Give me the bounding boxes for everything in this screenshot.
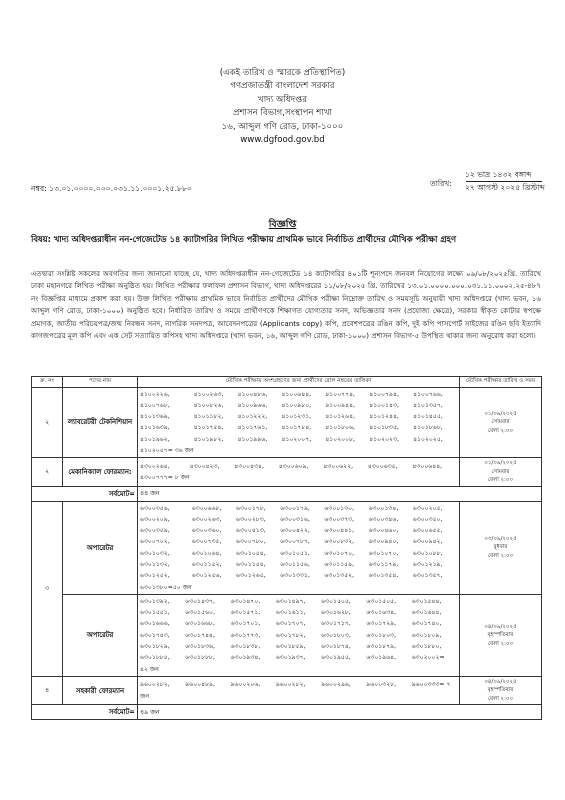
header-line-website[interactable]: www.dgfood.gov.bd — [240, 135, 325, 146]
roll-number: ৬৩০০৩৬০, — [191, 527, 222, 535]
roll-number: ৪১০০৭৬৮, — [140, 401, 170, 409]
notice-body: এতদ্বারা সংশ্লিষ্ট সকলের অবগতির জন্য জানানো যাচ্ছে যে, খাদ্য অধিদপ্তরাধীন নন-গেজেটেড ১৪ ক্যাটাগরির ৪০১টি শূন্যপদে জনবল নিয়োগের লক্ষ্যে ০৯/০৮/২০২৫খ্রি. তারিখে ঢাকা মহানগরে লিখিত পরীক্ষা অনুষ্ঠিত হয়। লিখিত পরীক্ষার ফলাফল প্রশাসন বিভাগ, খাদ্য অধিদপ্তরের ১১/০৮/২০২৫ খ্রি. তারিখের ১৩.০১.০০০০.০০০.০৩১.১১.০০০২.২৫-৪৮৭ নং বিজ্ঞপ্তির মাধ্যমে প্রকাশ করা হয়। উক্ত লিখিত পরীক্ষায় প্রাথমিক ভাবে নির্বাচিত প্রার্থীদের মৌখিক পরীক্ষা নিম্নোক্ত তারিখ ও সময়সূচি অনুযায়ী খাদ্য অধিদপ্তরে (খাদ্য ভবন, ১৬ আব্দুল গণি রোড, ঢাকা-১০০০) অনুষ্ঠিত হবে। নির্ধারিত তারিখ ও সময়ে প্রার্থীগণকে শিক্ষাগত যোগ্যতার সনদ, অভিজ্ঞতার সনদ (প্রযোজ্য ক্ষেত্রে), সরকার স্বীকৃত কোটার স্বপক্ষে প্রমাণক, জাতীয় পরিচয়পত্র/জন্ম নিবন্ধন সনদ, নাগরিক সনদপত্র, আবেদনপত্রের (Applicants copy) কপি, প্রবেশপত্রের রঙিন কপি, দুই কপি পাসপোর্ট সাইজের রঙিন ছবি ইত্যাদি কাগজপত্রের মূল কপি এবং এক সেট সত্যায়িত কপিসহ খাদ্য অধিদপ্তরে (খাদ্য ভবন, ১৬, আব্দুল গণি রোড, ঢাকা-১০০০) প্রশাসন বিভাগ-৫ উপস্থিত থাকার জন্য অনুরোধ করা হলো। — [31, 269, 541, 341]
roll-number: ৬৩০১০৫৪, — [235, 549, 266, 557]
roll-number: ৪১০০৯৪৪, — [325, 401, 355, 409]
roll-number: ৬৩০০২৬৩, — [191, 515, 222, 523]
roll-number: ৪১০০৮২৬, — [193, 401, 224, 409]
roll-number: ৬৩০১০৭০, — [368, 549, 399, 557]
roll-number: ৪১০০২২৬, — [140, 390, 170, 398]
roll-number: ৪২ জন — [140, 665, 159, 673]
roll-number: ৬৩০১৮০৯, — [411, 631, 442, 639]
exam-date-line: বেলা ২:০০ — [487, 427, 514, 434]
roll-number: ৬৩০১৪৯৭, — [275, 597, 306, 605]
roll-number: ৬৩০১৮০৩, — [366, 631, 397, 639]
roll-number: ৪৩০০২৬৪, — [140, 462, 170, 470]
roll-number: ৬৩০১১৭৯, — [368, 560, 399, 568]
roll-number: ৬৩০১৫৬০, — [185, 609, 215, 617]
total-label: সর্বমোট= — [32, 486, 138, 501]
roll-number: ৬৩০১৬১১, — [275, 609, 306, 617]
roll-number: ৬৩০২০০২= — [411, 654, 445, 662]
roll-number: ৬৩০১৩৮০=৫০ জন — [140, 583, 192, 591]
roll-list — [138, 594, 460, 676]
roll-number: ৬৩০১৫০৫, — [366, 597, 397, 605]
roll-number: ৬৩০১২১৯, — [412, 560, 443, 568]
exam-date — [460, 501, 542, 594]
roll-number: ৬৩০০৭৮৭, — [280, 538, 310, 546]
header-line-government: গণপ্রজাতন্ত্রী বাংলাদেশ সরকার — [230, 81, 335, 92]
roll-number: ৬৩০১৯৬৪, — [366, 654, 397, 662]
roll-number: ৯৬০০৩২৮, — [366, 681, 397, 689]
roll-number: ৪১০১৮০৬, — [325, 424, 355, 432]
roll-number: ৬৩০১৮৫৯, — [275, 643, 306, 651]
roll-number: ৪১০২০০৮, — [325, 435, 355, 443]
serial-cell: ২ — [32, 387, 63, 458]
roll-grid — [140, 596, 457, 675]
roll-number: ৬৩০১৫০৫, — [321, 597, 351, 605]
exam-date-line: বেলা ২:০০ — [487, 695, 514, 702]
roll-number: ৪১০০৬৪৪, — [281, 390, 312, 398]
post-name: সহকারী ফোরম্যান — [63, 676, 138, 704]
roll-number: ৪১০১৩৬৯, — [140, 413, 170, 421]
exam-date-line: ০৩/০৯/২০২৫ — [484, 536, 517, 543]
post-name: মেকানিক্যাল ফোরম্যান: — [63, 458, 138, 486]
roll-number: ৪৩০০৬৩৫, — [367, 462, 398, 470]
roll-number: ৬৩০১১৩২, — [140, 560, 170, 568]
header-rolls: মৌখিক পরীক্ষায় অংশগ্রহণের জন্য প্রার্থীদের রোল নম্বরের তালিকা — [138, 377, 460, 388]
roll-number: ৬৩০১৭০১, — [230, 620, 261, 628]
roll-number: ৬৩০১৩৫২, — [324, 572, 355, 580]
roll-grid — [140, 679, 457, 702]
roll-number: ৬৩০০৭৩৫, — [191, 538, 222, 546]
roll-number: ৬৩০১৩৫৭, — [412, 572, 443, 580]
roll-number: ৬৩০০১৭৯, — [280, 504, 310, 512]
exam-date-line: বৃহস্পতিবার — [487, 632, 514, 639]
header-line-directorate: খাদ্য অধিদপ্তর — [258, 94, 307, 105]
header-line-replacement-note: (একই তারিখ ও স্মারকে প্রতিস্থাপিত) — [219, 68, 346, 78]
serial-cell: ২ — [32, 458, 63, 486]
roll-number: ৬৩০১৩৩১, — [280, 572, 310, 580]
roll-number: ৬৩০১৮২৯, — [140, 643, 170, 651]
roll-number: ৪১০১৪৫৫, — [413, 413, 443, 421]
roll-number: ৪১০১৭৮৪, — [281, 424, 312, 432]
roll-number: ৬৩০১৫৫১, — [140, 609, 170, 617]
exam-date-line: বেলা ২:০০ — [487, 477, 514, 484]
roll-number: ৪১০১১৮২, — [193, 413, 224, 421]
roll-number: ৬৩০০১৭৮, — [235, 504, 266, 512]
roll-number: ৬৩০১১৫৯, — [324, 560, 355, 568]
roll-number: ৬৩০০৩১৬, — [280, 515, 310, 523]
roll-number: ৪১০০২৬৩, — [193, 390, 224, 398]
roll-number: ৪৩০০৪৩৪, — [234, 462, 264, 470]
roll-number: ৬৩০১৮৭৪, — [321, 643, 351, 651]
memo-number: নম্বর: ১৩.০১.০০০০.০০০.০৩১.১১.০০০১.২৫.৮৮০ — [31, 184, 192, 193]
exam-date-line: ০১/০৯/২০২৫ — [484, 410, 517, 417]
exam-date — [460, 387, 542, 458]
serial-cell: ৩ — [32, 501, 63, 676]
roll-number: ৯৬০০২৮২, — [140, 681, 170, 689]
roll-number: ৬৩০১৯৩৭, — [275, 654, 306, 662]
roll-number: ৬৩০১৯৫৫, — [321, 654, 351, 662]
roll-number: ৪১০২০৫৭= ৩৬ জন — [140, 446, 194, 454]
roll-number: ৬৩০০৩৫০, — [412, 515, 443, 523]
roll-number: ৬৩০০৬৬৮, — [191, 504, 222, 512]
roll-number: ৬৩০১২৫৬, — [191, 572, 222, 580]
notice-title: বিজ্ঞপ্তি — [268, 219, 297, 230]
roll-number: ৪১০০১৪৩, — [369, 401, 399, 409]
roll-number: ৬৩০০২৮৩, — [235, 515, 266, 523]
roll-number: ৪৩০০৬২২, — [323, 462, 354, 470]
roll-number: ৪১০১৭৫৪, — [193, 424, 224, 432]
roll-number: ৬৩০১১৫৬, — [280, 560, 310, 568]
roll-number: ৬৩০০২০৫, — [412, 504, 443, 512]
roll-number: ৬৩০১৫৭১, — [230, 609, 261, 617]
total-row — [32, 486, 542, 501]
roll-number: ৪১০০৯৬৬, — [237, 401, 268, 409]
table-row — [32, 501, 542, 594]
roll-number: ৬৩০১০৫১, — [280, 549, 310, 557]
roll-number: ৪১০০৯৮০, — [281, 401, 312, 409]
exam-date-line: সোমবার — [491, 419, 510, 426]
roll-number: ৬৩০১৭৪০, — [411, 620, 442, 628]
roll-number: ৪১০১৯৬২, — [140, 435, 170, 443]
roll-number: ৬৩০০৯৪২, — [412, 538, 443, 546]
table-header-row — [32, 377, 542, 388]
roll-number: ৪১০১৮৩৫, — [369, 424, 399, 432]
roll-number: ৪১০১৩৫৭, — [413, 401, 443, 409]
roll-number: ৬৩০১৭২৯, — [366, 620, 397, 628]
roll-number: ৪১০১২৪৪, — [369, 413, 399, 421]
header-post: পদের নাম — [63, 377, 138, 388]
header-line-department: প্রশাসন বিভাগ,সংস্থাপন শাখা — [233, 108, 332, 119]
roll-number: ৪১০১২২২, — [237, 413, 268, 421]
total-value: ৪৪ জন — [138, 486, 542, 501]
header-line-address: ১৬, আব্দুল গণি রোড, ঢাকা-১০০০ — [221, 121, 344, 132]
roll-number: ৬৩০১৬৬৬, — [140, 620, 170, 628]
roll-number: ৪১০১৬৩৯, — [140, 424, 170, 432]
roll-number: ৯৬০০৪৮৯, — [185, 681, 215, 689]
notice-subject: বিষয়: খাদ্য অধিদপ্তরাধীন নন-গেজেটেড ১৪ ক্যাটাগরির লিখিত পরীক্ষায় প্রাথমিক ভাবে নির্বাচিত প্রার্থীদের মৌখিক পরীক্ষা গ্রহণ — [31, 234, 457, 244]
header-serial: ক্র. নং — [32, 377, 63, 388]
exam-date-line: বেলা ২:০০ — [487, 552, 514, 559]
table-body — [32, 387, 542, 720]
roll-number: ৬৩০১৮৮৮, — [185, 654, 215, 662]
roll-number: ৬৩০১৮৭৯, — [366, 643, 397, 651]
roll-number: ৪১০১২৩১, — [281, 413, 312, 421]
roll-number: ৬৩০১৭৮২, — [275, 631, 306, 639]
roll-number: ৬৩০১৭৪৪, — [185, 631, 215, 639]
roll-number: ৬৩০১৬৩৪, — [366, 609, 397, 617]
roll-number: ৬৩০১৩৯২, — [140, 597, 170, 605]
roll-number: ৬৩০১৪৩৭, — [185, 597, 215, 605]
roll-number: ৬৩০১৪৭০, — [230, 597, 261, 605]
roll-number: ৬৩০১৭০৭, — [275, 620, 306, 628]
header-date: মৌখিক পরীক্ষার তারিখ ও সময় — [460, 377, 542, 388]
roll-number: ৬৩০০৪৪১, — [324, 527, 355, 535]
roll-number: ৬৩০১১৫২, — [191, 560, 222, 568]
roll-grid — [140, 461, 457, 484]
roll-number: ৪১০১৯৯৬, — [237, 435, 268, 443]
exam-date-line: ০১/০৯/২০২৫ — [484, 460, 517, 467]
exam-date — [460, 676, 542, 704]
roll-number: ৬৩০০৩৫৯, — [140, 527, 170, 535]
roll-number: ৬৩০০৭৮০, — [235, 538, 266, 546]
roll-number: ৪১০০৭৭৪, — [325, 390, 355, 398]
roll-number: ৯৬০০২৯৬, — [321, 681, 351, 689]
roll-number: ৬৩০১৮৮৫, — [140, 654, 170, 662]
roll-list — [138, 387, 460, 458]
roll-number: ৬৩০১০৩২, — [140, 549, 170, 557]
roll-number: ৬৩০১০৮৮, — [412, 549, 443, 557]
roll-number: ৪১০১২৬৪, — [325, 413, 355, 421]
roll-number: ৬৩০১৫৪৪, — [411, 597, 442, 605]
roll-number: ৬৩০১৭১৭, — [321, 620, 351, 628]
roll-grid — [140, 389, 457, 457]
total-row — [32, 705, 542, 720]
roll-number: ৯৬০০২০৬, — [230, 681, 261, 689]
serial-cell: ৪ — [32, 676, 63, 704]
roll-number: ৪৩০০৬০৯, — [278, 462, 309, 470]
roll-number: ৬৩০১০৬৪, — [191, 549, 222, 557]
roll-number: ৪৩০০৬৪৪, — [412, 462, 443, 470]
table-row — [32, 458, 542, 486]
exam-date-line: ০৪/০৯/২০২৫ — [484, 623, 517, 630]
exam-schedule-table — [31, 376, 542, 720]
roll-number: জন — [140, 692, 150, 700]
total-value: ৪৯ জন — [138, 705, 542, 720]
roll-number: ৬৩০১৭৭৩, — [230, 631, 261, 639]
roll-number: ৬৩০০৮৩২, — [324, 538, 355, 546]
roll-number: ৬৩০১৭৪৩, — [140, 631, 170, 639]
date-divider — [466, 181, 542, 182]
roll-number: ৪১০২০২৫, — [413, 435, 443, 443]
roll-number: ৪১০১৯৮২, — [193, 435, 224, 443]
roll-number: ৬৩০১৬৪৪, — [411, 609, 442, 617]
exam-date-line: ০৪/০৯/২০২৫ — [484, 678, 517, 685]
roll-number: ৬৩০০৯৪০, — [368, 538, 399, 546]
roll-number: ৬৩০০৭০২, — [140, 538, 170, 546]
roll-number: ৪৩০০৭৭৭= ৮ জন — [140, 473, 190, 481]
table-row — [32, 594, 542, 676]
roll-number: ৪৩০০৪২৩, — [189, 462, 220, 470]
post-name: অপারেটর — [63, 594, 138, 676]
roll-number: ৬৩০০৬৫৫, — [412, 527, 443, 535]
exam-date-line: বেলা ২:০০ — [487, 640, 514, 647]
roll-number: ৬৩০১৬৬৮, — [185, 620, 215, 628]
roll-number: ৬৩০১৮০৩, — [321, 631, 351, 639]
roll-number: ৬৩০১০৭০, — [324, 549, 355, 557]
roll-number: ৯৬০০২৮২, — [275, 681, 306, 689]
roll-number: ৬৩০০৪১৩, — [235, 527, 266, 535]
table-row — [32, 676, 542, 704]
roll-number: ৬৩০০২০৯, — [140, 515, 170, 523]
exam-date — [460, 594, 542, 676]
total-label: সর্বমোট= — [32, 705, 138, 720]
roll-number: ৬৩০১৩৫৪, — [368, 572, 399, 580]
exam-date-line: সোমবার — [491, 468, 510, 475]
roll-number: ৬৩০১৮৮০, — [411, 643, 442, 651]
roll-number: ৬৩০০৪২২, — [280, 527, 310, 535]
roll-number: ৬৩০০১৩০, — [324, 504, 355, 512]
roll-list — [138, 458, 460, 486]
roll-number: ৬৩০১২৫২, — [140, 572, 170, 580]
date-label: তারিখ: — [430, 179, 452, 188]
roll-number: ৪১০০৭৬৬, — [413, 390, 443, 398]
date-english: ২৭ আগস্ট ২০২৫ খ্রিস্টাব্দ — [465, 183, 545, 192]
roll-number: ৬৩০১৮৩৬, — [185, 643, 215, 651]
exam-date-line: বৃহস্পতিবার — [487, 687, 514, 694]
table-row — [32, 387, 542, 458]
roll-number: ৬৩০১৬২৮, — [321, 609, 351, 617]
roll-number: ৬৩০০৩৪৬, — [368, 515, 399, 523]
roll-number: ৪১০১৭৬১, — [237, 424, 268, 432]
roll-number: ৬৩০০৪৬০, — [368, 527, 399, 535]
roll-number: ৪১০০৭৯৪, — [369, 390, 399, 398]
roll-grid — [140, 503, 457, 593]
roll-number: ৪১০২০০৭, — [281, 435, 312, 443]
roll-number: ৬৩০১৯৩৪, — [230, 654, 261, 662]
exam-date-line: বুধবার — [493, 544, 508, 551]
office-header — [0, 67, 565, 147]
roll-number: ৬৩০১১৫৪, — [235, 560, 266, 568]
roll-number: ৪১০০৪৮৬, — [237, 390, 268, 398]
roll-list — [138, 676, 460, 704]
exam-date — [460, 458, 542, 486]
roll-list — [138, 501, 460, 594]
date-bangla: ১২ ভাদ্র ১৪৩২ বঙ্গাব্দ — [465, 170, 532, 179]
roll-number: ৪১০২০২৩, — [369, 435, 399, 443]
roll-number: ৯৬০০৩৩৩= ৭ — [411, 681, 451, 689]
post-name: ল্যাবরেটরী টেকনিশিয়ান — [63, 387, 138, 458]
post-name: অপারেটর — [63, 501, 138, 594]
roll-number: ৬৩০১৮৩৮, — [230, 643, 261, 651]
roll-number: ৬৩০১২৬৫, — [235, 572, 266, 580]
roll-number: ৬৩০০৩৭৩, — [324, 515, 355, 523]
roll-number: ৬৩০০১৩৪, — [368, 504, 399, 512]
roll-number: ৪১০১৮৬৮, — [413, 424, 443, 432]
roll-number: ৬৩০০৩৫৬, — [140, 504, 170, 512]
